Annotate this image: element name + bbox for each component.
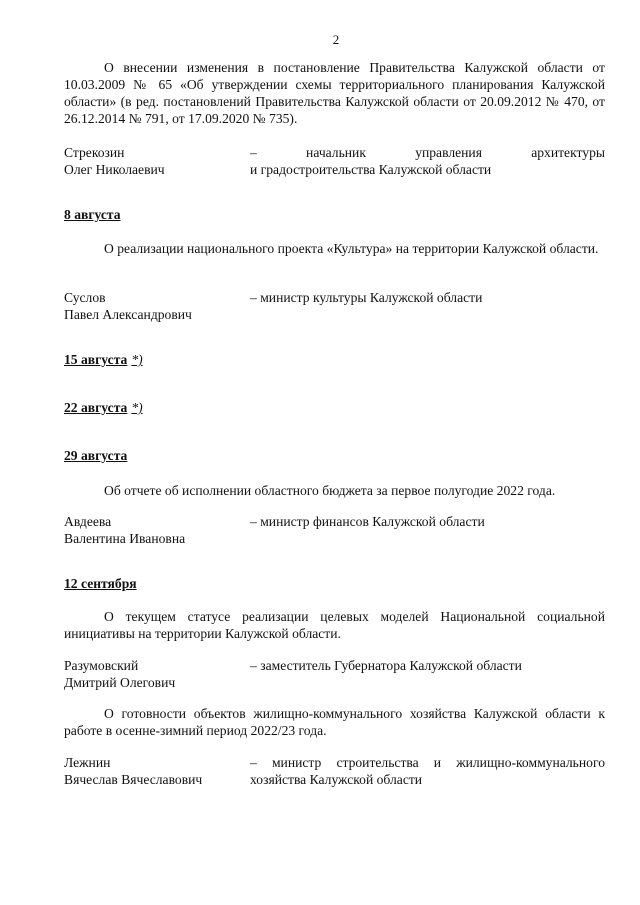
- agenda-item-text: О текущем статусе реализации целевых моделей Национальной социальной инициативы на территории Калужской области.: [64, 609, 605, 641]
- agenda-item-text: О внесении изменения в постановление Правительства Калужской области от 10.03.2009 № 65 «Об утверждении схемы территориального планирования Калужской области» (в ред. постановлений Правительства Калужской области от 20.09.2012 № 470, от 26.12.2014 № 791, от 17.09.2020 № 735).: [64, 60, 605, 126]
- speaker-given-name: Олег Николаевич: [64, 162, 165, 177]
- speaker-role-line: – министр строительства и жилищно-коммунального: [250, 755, 605, 770]
- speaker-surname: Авдеева: [64, 514, 112, 529]
- date-text: 8 августа: [64, 207, 121, 222]
- speaker-surname: Суслов: [64, 290, 106, 305]
- date-heading: [64, 400, 143, 416]
- speaker-role: [250, 657, 605, 674]
- speaker-role-line: хозяйства Калужской области: [250, 772, 423, 787]
- speaker-block: [64, 513, 605, 547]
- speaker-role: [250, 144, 605, 178]
- speaker-surname: Стрекозин: [64, 145, 125, 160]
- speaker-given-name: Павел Александрович: [64, 307, 192, 322]
- speaker-surname: Разумовский: [64, 658, 139, 673]
- speaker-role: [250, 754, 605, 788]
- speaker-role-line: и градостроительства Калужской области: [250, 162, 492, 177]
- speaker-given-name: Вячеслав Вячеславович: [64, 772, 203, 787]
- date-heading: [64, 352, 143, 368]
- date-heading: [64, 448, 127, 464]
- speaker-name: [64, 754, 234, 788]
- speaker-name: [64, 289, 234, 323]
- speaker-name: [64, 657, 234, 691]
- date-text: 15 августа: [64, 352, 128, 367]
- speaker-role-line: – министр финансов Калужской области: [250, 514, 485, 529]
- speaker-role: [250, 513, 605, 530]
- speaker-given-name: Дмитрий Олегович: [64, 675, 176, 690]
- date-text: 22 августа: [64, 400, 128, 415]
- speaker-name: [64, 144, 234, 178]
- page-number: 2: [332, 32, 340, 47]
- agenda-item-text: Об отчете об исполнении областного бюджета за первое полугодие 2022 года.: [104, 483, 556, 498]
- speaker-surname: Лежнин: [64, 755, 111, 770]
- date-heading: [64, 576, 137, 592]
- agenda-item-text: О готовности объектов жилищно-коммунального хозяйства Калужской области к работе в осенне-зимний период 2022/23 года.: [64, 706, 605, 738]
- speaker-block: [64, 289, 605, 323]
- date-text: 29 августа: [64, 448, 128, 463]
- date-text: 12 сентября: [64, 576, 137, 591]
- speaker-role-line: – заместитель Губернатора Калужской области: [250, 658, 522, 673]
- speaker-given-name: Валентина Ивановна: [64, 531, 186, 546]
- speaker-name: [64, 513, 234, 547]
- speaker-role-line: – министр культуры Калужской области: [250, 290, 483, 305]
- speaker-block: [64, 144, 605, 178]
- footnote-mark: *): [131, 352, 143, 367]
- speaker-block: [64, 754, 605, 788]
- date-heading: [64, 207, 121, 223]
- speaker-role: [250, 289, 605, 306]
- agenda-item-text: О реализации национального проекта «Культура» на территории Калужской области.: [104, 241, 599, 256]
- speaker-block: [64, 657, 605, 691]
- footnote-mark: *): [131, 400, 143, 415]
- speaker-role-line: – начальник управления архитектуры: [250, 145, 605, 160]
